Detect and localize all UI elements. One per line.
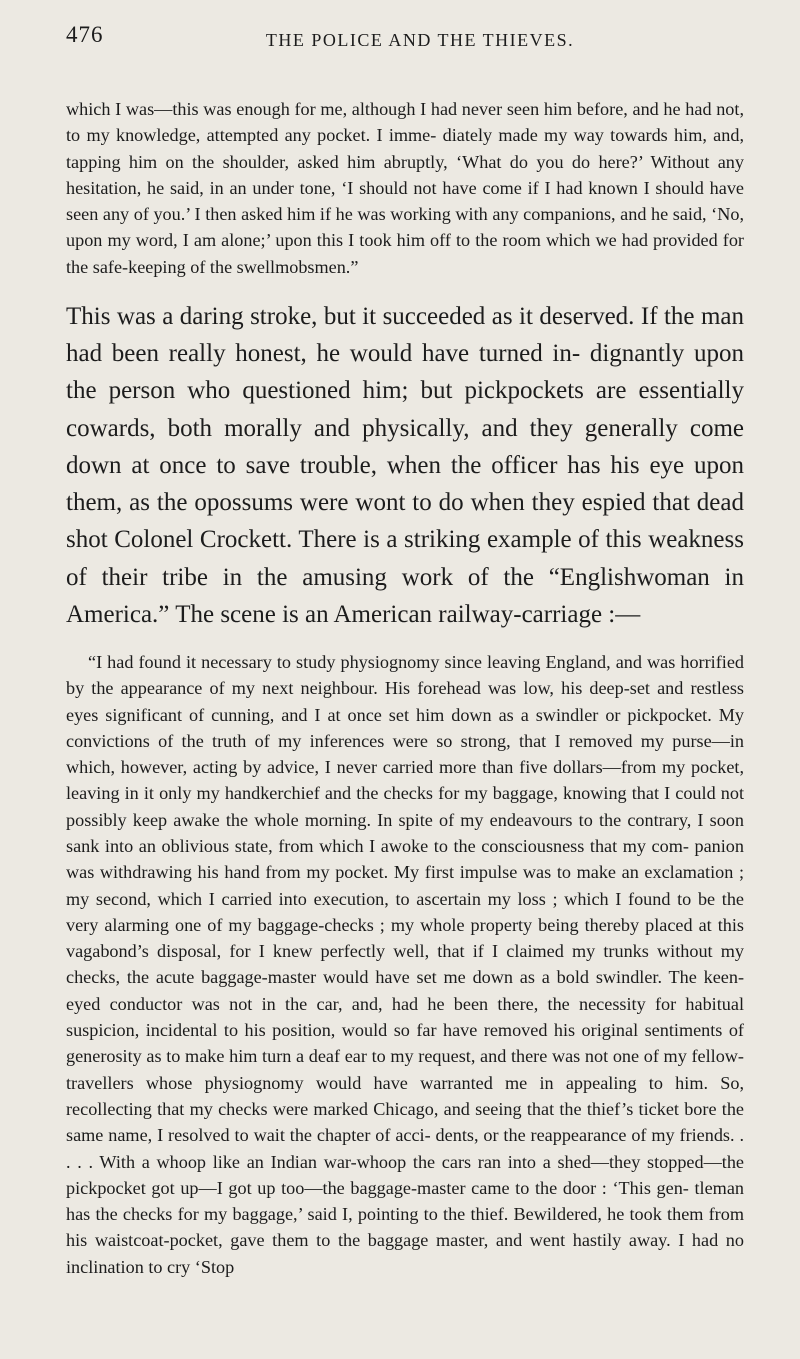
running-title: THE POLICE AND THE THIEVES. [265, 30, 575, 50]
page-number: 476 [66, 22, 104, 47]
body-paragraph: This was a daring stroke, but it succeeded as it deserved. If the man had been really honest, he would have turned in- dignantly upon the person who questioned him; but pickpockets are essentially cowards, both morally and physically, and they generally come down at once to save trouble, when the officer has his eye upon them, as the opossums were wont to do when they espied that dead shot Colonel Crockett. There is a striking example of this weakness of their tribe in the amusing work of the “Englishwoman in America.” The scene is an American railway-carriage :— [66, 303, 744, 628]
quoted-passage-top: which I was—this was enough for me, although I had never seen him before, and he had not, to my knowledge, attempted any pocket. I imme- diately made my way towards him, and, tapping him on the shoulder, asked him abruptly, ‘What do you do here?’ Without any hesitation, he said, in an under tone, ‘I should not have come if I had known I should have seen any of you.’ I then asked him if he was working with any companions, and he said, ‘No, upon my word, I am alone;’ upon this I took him off to the room which we had provided for the safe-keeping of the swellmobsmen.” [66, 99, 744, 277]
running-head [66, 0, 744, 68]
quoted-passage-bottom: “I had found it necessary to study physiognomy since leaving England, and was horrified by the appearance of my next neighbour. His forehead was low, his deep-set and restless eyes significant of cunning, and I at once set him down as a swindler or pickpocket. My convictions of the truth of my inferences were so strong, that I removed my purse—in which, however, acting by advice, I never carried more than five dollars—from my pocket, leaving in it only my handkerchief and the checks for my baggage, knowing that I could not possibly keep awake the whole morning. In spite of my endeavours to the contrary, I soon sank into an oblivious state, from which I awoke to the consciousness that my com- panion was withdrawing his hand from my pocket. My first impulse was to make an exclamation ; my second, which I carried into execution, to ascertain my loss ; which I found to be the very alarming one of my baggage-checks ; my whole property being thereby placed at this vagabond’s disposal, for I knew perfectly well, that if I claimed my trunks without my checks, the acute baggage-master would have set me down as a bold swindler. The keen-eyed conductor was not in the car, and, had he been there, the necessity for habitual suspicion, incidental to his position, would so far have removed his original sentiments of generosity as to make him turn a deaf ear to my request, and there was not one of my fellow-travellers whose physiognomy would have warranted me in appealing to him. So, recollecting that my checks were marked Chicago, and seeing that the thief’s ticket bore the same name, I resolved to wait the chapter of acci- dents, or the reappearance of my friends. . . . . With a whoop like an Indian war-whoop the cars ran into a shed—they stopped—the pickpocket got up—I got up too—the baggage-master came to the door : ‘This gen- tleman has the checks for my baggage,’ said I, pointing to the thief. Bewildered, he took them from his waistcoat-pocket, gave them to the baggage master, and went hastily away. I had no inclination to cry ‘Stop [66, 651, 744, 1277]
